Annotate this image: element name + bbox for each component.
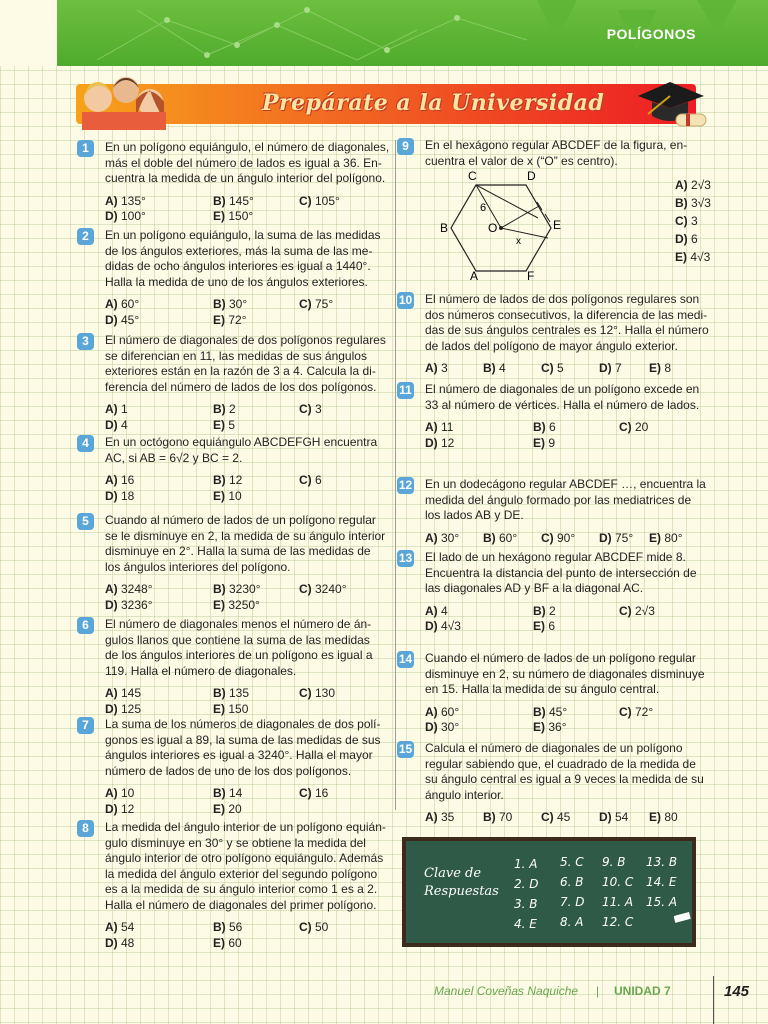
graduation-cap-icon	[630, 74, 710, 136]
question-number: 12	[398, 478, 413, 492]
option-d: D) 30°	[425, 720, 460, 734]
option-c: C) 3240°	[299, 582, 347, 596]
question-text: La suma de los números de diagonales de dos polí- gonos es igual a 89, la suma de las medidas de sus ángulos interiores es igual a 3240°. Halla el mayor número de lados de uno de los dos polígonos.	[105, 717, 381, 778]
option-b: B) 135	[213, 686, 250, 700]
question-number: 15	[398, 742, 413, 756]
question-text: El lado de un hexágono regular ABCDEF mide 8. Encuentra la distancia del punto de intersección de las diagonales AD y BF a la diagonal AC.	[425, 550, 697, 595]
option-e: E) 20	[213, 801, 242, 816]
label-x: x	[516, 236, 521, 247]
option-b: B) 3230°	[213, 582, 261, 596]
option-c: C) 90°	[541, 530, 576, 545]
answer-key-item: 14. E	[646, 875, 677, 889]
option-c: C) 105°	[299, 193, 340, 208]
question-text: Cuando al número de lados de un polígono regular se le disminuye en 2, la medida de su ángulo interior disminuye en 2°. Halla la suma de las medidas de los ángulos interiores del polígono.	[105, 513, 386, 574]
option-a: A) 145	[105, 686, 142, 700]
option-a: A) 10	[105, 786, 135, 800]
question-text: En un octógono equiángulo ABCDEFGH encuentra AC, si AB = 6√2 y BC = 2.	[105, 435, 378, 465]
option-c: C) 3	[299, 402, 322, 416]
question-number: 9	[397, 138, 414, 155]
page-margin	[0, 0, 57, 66]
header-band	[57, 0, 768, 66]
option-b: B) 2	[533, 603, 556, 618]
answer-key-item: 15. A	[646, 895, 678, 909]
answer-key-item: 1. A	[514, 857, 538, 871]
option-d: D) 48	[105, 935, 135, 950]
option-d: D) 3236°	[105, 597, 153, 612]
option-b: B) 2	[213, 402, 236, 416]
footer-unit: UNIDAD 7	[614, 984, 671, 998]
question-text: En el hexágono regular ABCDEF de la figura, en- cuentra el valor de x (“O” es centro).	[425, 138, 688, 168]
option-e: E) 8	[649, 361, 672, 375]
question-number: 4	[77, 435, 94, 452]
answer-key-title: Clave de Respuestas	[424, 866, 499, 899]
label-a: A	[470, 269, 479, 280]
option-a: A) 3248°	[105, 582, 153, 596]
question-text: En un polígono equiángulo, la suma de las medidas de los ángulos exteriores, más la suma de las me- didas de ocho ángulos interiores es igual a 1440°. Halla la medida de uno de los ángulos exteriores.	[105, 228, 381, 289]
answer-key-board	[402, 837, 696, 947]
page-number: 145	[724, 983, 750, 1000]
column-divider	[395, 140, 396, 810]
answer-key-item: 2. D	[514, 877, 539, 891]
option-c: C) 2√3	[619, 603, 655, 618]
option-d: D) 75°	[599, 530, 634, 545]
option-a: A) 54	[105, 920, 135, 934]
answer-key-item: 7. D	[560, 895, 585, 909]
option-d: D) 18	[105, 488, 135, 503]
option-a: A) 60°	[425, 704, 460, 719]
students-photo	[76, 68, 168, 130]
question-number: 10	[398, 293, 413, 307]
option-a: A) 3	[425, 361, 448, 375]
question-number: 6	[77, 617, 94, 634]
option-a: A) 16	[105, 473, 135, 487]
answer-key-item: 4. E	[514, 917, 537, 931]
option-d: D) 6	[675, 232, 698, 246]
chalk-icon	[674, 911, 694, 925]
option-a: A) 4	[425, 603, 448, 618]
label-e: E	[553, 218, 562, 232]
option-e: E) 36°	[533, 720, 567, 734]
option-b: B) 70	[483, 810, 513, 824]
question-text: En un polígono equiángulo, el número de diagonales, más el doble del número de lados es igual a 36. En- cuentra la medida de un ángulo interior del polígono.	[105, 140, 390, 185]
question-number: 8	[77, 820, 94, 837]
option-e: E) 3250°	[213, 597, 260, 612]
label-b: B	[440, 221, 449, 235]
option-e: E) 4√3	[675, 250, 711, 264]
footer-author: Manuel Coveñas Naquiche	[434, 984, 579, 998]
question-number: 11	[397, 382, 414, 399]
option-e: E) 5	[213, 417, 236, 432]
answer-key-item: 10. C	[602, 875, 634, 889]
label-c: C	[468, 169, 477, 183]
option-c: C) 3	[675, 214, 698, 228]
answer-key-item: 13. B	[646, 855, 678, 869]
option-b: B) 56	[213, 920, 243, 934]
option-a: A) 135°	[105, 193, 146, 208]
answer-key-item: 9. B	[602, 855, 626, 869]
option-b: B) 12	[213, 473, 243, 487]
answer-key-item: 3. B	[514, 897, 538, 911]
option-b: B) 45°	[533, 704, 568, 719]
option-a: A) 2√3	[675, 178, 711, 192]
option-e: E) 10	[213, 488, 242, 503]
option-c: C) 5	[541, 361, 564, 375]
option-a: A) 11	[425, 420, 454, 434]
option-a: A) 60°	[105, 297, 140, 311]
question-text: El número de lados de dos polígonos regulares son dos números consecutivos, la diferencia de las medi- das de sus ángulos centrales es 12°. Halla el número de lados del polígono de mayor ángulo exterior.	[425, 292, 709, 353]
option-e: E) 9	[533, 435, 556, 450]
question-number: 5	[77, 513, 94, 530]
question-number: 14	[398, 652, 413, 666]
question-text: El número de diagonales de dos polígonos regulares se diferencian en 11, las medidas de sus ángulos exteriores están en la razón de 3 a 4. Calcula la di- ferencia del número de lados de los dos polígonos.	[105, 333, 386, 394]
option-d: D) 125	[105, 701, 142, 716]
question-text: La medida del ángulo interior de un polígono equián- gulo disminuye en 30° y se obtiene la medida del ángulo interior de otro polígono equiángulo. Además la medida del ángulo exterior del segundo polígono es a la medida de su ángulo interior como 1 es a 2. Halla el número de diagonales del primer polígono.	[105, 820, 386, 912]
option-d: D) 7	[599, 361, 622, 375]
option-d: D) 54	[599, 810, 629, 824]
question-number: 7	[77, 717, 94, 734]
label-o: O	[488, 221, 498, 235]
option-e: E) 72°	[213, 312, 247, 327]
option-b: B) 30°	[213, 297, 248, 311]
option-c: C) 45	[541, 810, 571, 824]
question-number: 13	[398, 551, 413, 565]
banner-title: Prepárate a la Universidad	[262, 90, 605, 116]
option-c: C) 16	[299, 786, 329, 800]
answer-key-item: 5. C	[560, 855, 584, 869]
option-d: D) 100°	[105, 209, 146, 223]
option-d: D) 4	[105, 417, 128, 432]
option-d: D) 12	[425, 435, 455, 450]
hexagon-figure	[436, 168, 566, 280]
option-c: C) 50	[299, 920, 329, 934]
option-c: C) 72°	[619, 704, 654, 719]
question-text: Cuando el número de lados de un polígono regular disminuye en 2, su número de diagonales disminuye en 15. Halla la medida de su ángulo central.	[425, 651, 705, 696]
question-text: El número de diagonales de un polígono excede en 33 al número de vértices. Halla el número de lados.	[425, 382, 700, 412]
option-e: E) 80	[649, 810, 678, 824]
option-e: E) 80°	[649, 530, 683, 545]
label-f: F	[527, 269, 535, 280]
option-e: E) 6	[533, 619, 556, 633]
label-six: 6	[480, 202, 487, 214]
option-c: C) 6	[299, 473, 322, 487]
answer-key-item: 8. A	[560, 915, 584, 929]
option-e: E) 150	[213, 701, 249, 716]
option-c: C) 130	[299, 686, 336, 700]
option-a: A) 30°	[425, 530, 460, 545]
option-c: C) 75°	[299, 297, 334, 311]
option-a: A) 35	[425, 810, 455, 824]
option-b: B) 60°	[483, 530, 518, 545]
footer-divider	[713, 976, 714, 1024]
answer-key-item: 6. B	[560, 875, 584, 889]
answer-key-item: 12. C	[602, 915, 634, 929]
option-a: A) 1	[105, 402, 128, 416]
section-title: POLÍGONOS	[606, 26, 696, 42]
banner	[76, 84, 696, 124]
option-e: E) 150°	[213, 209, 254, 223]
option-b: B) 145°	[213, 193, 254, 208]
option-b: B) 3√3	[675, 196, 711, 210]
option-b: B) 14	[213, 786, 243, 800]
option-d: D) 12	[105, 801, 135, 816]
option-c: C) 20	[619, 420, 649, 434]
question-text: El número de diagonales menos el número de án- gulos llanos que contiene la suma de las medidas de los ángulos interiores de un polígono es igual a 119. Halla el número de diagonales.	[105, 617, 373, 678]
question-number: 3	[77, 333, 94, 350]
option-d: D) 4√3	[425, 619, 461, 633]
question-number: 2	[77, 228, 94, 245]
question-number: 1	[77, 140, 94, 157]
option-e: E) 60	[213, 935, 242, 950]
question-text: En un dodecágono regular ABCDEF …, encuentra la medida del ángulo formado por las mediatrices de los lados AB y DE.	[425, 477, 706, 522]
label-d: D	[527, 169, 536, 183]
answer-key-item: 11. A	[602, 895, 634, 909]
option-b: B) 6	[533, 420, 556, 434]
footer-separator: |	[596, 984, 600, 998]
option-b: B) 4	[483, 361, 506, 375]
option-d: D) 45°	[105, 312, 140, 327]
question-text: Calcula el número de diagonales de un polígono regular sabiendo que, el cuadrado de la medida de su ángulo central es igual a 9 veces la medida de su ángulo interior.	[425, 741, 704, 802]
